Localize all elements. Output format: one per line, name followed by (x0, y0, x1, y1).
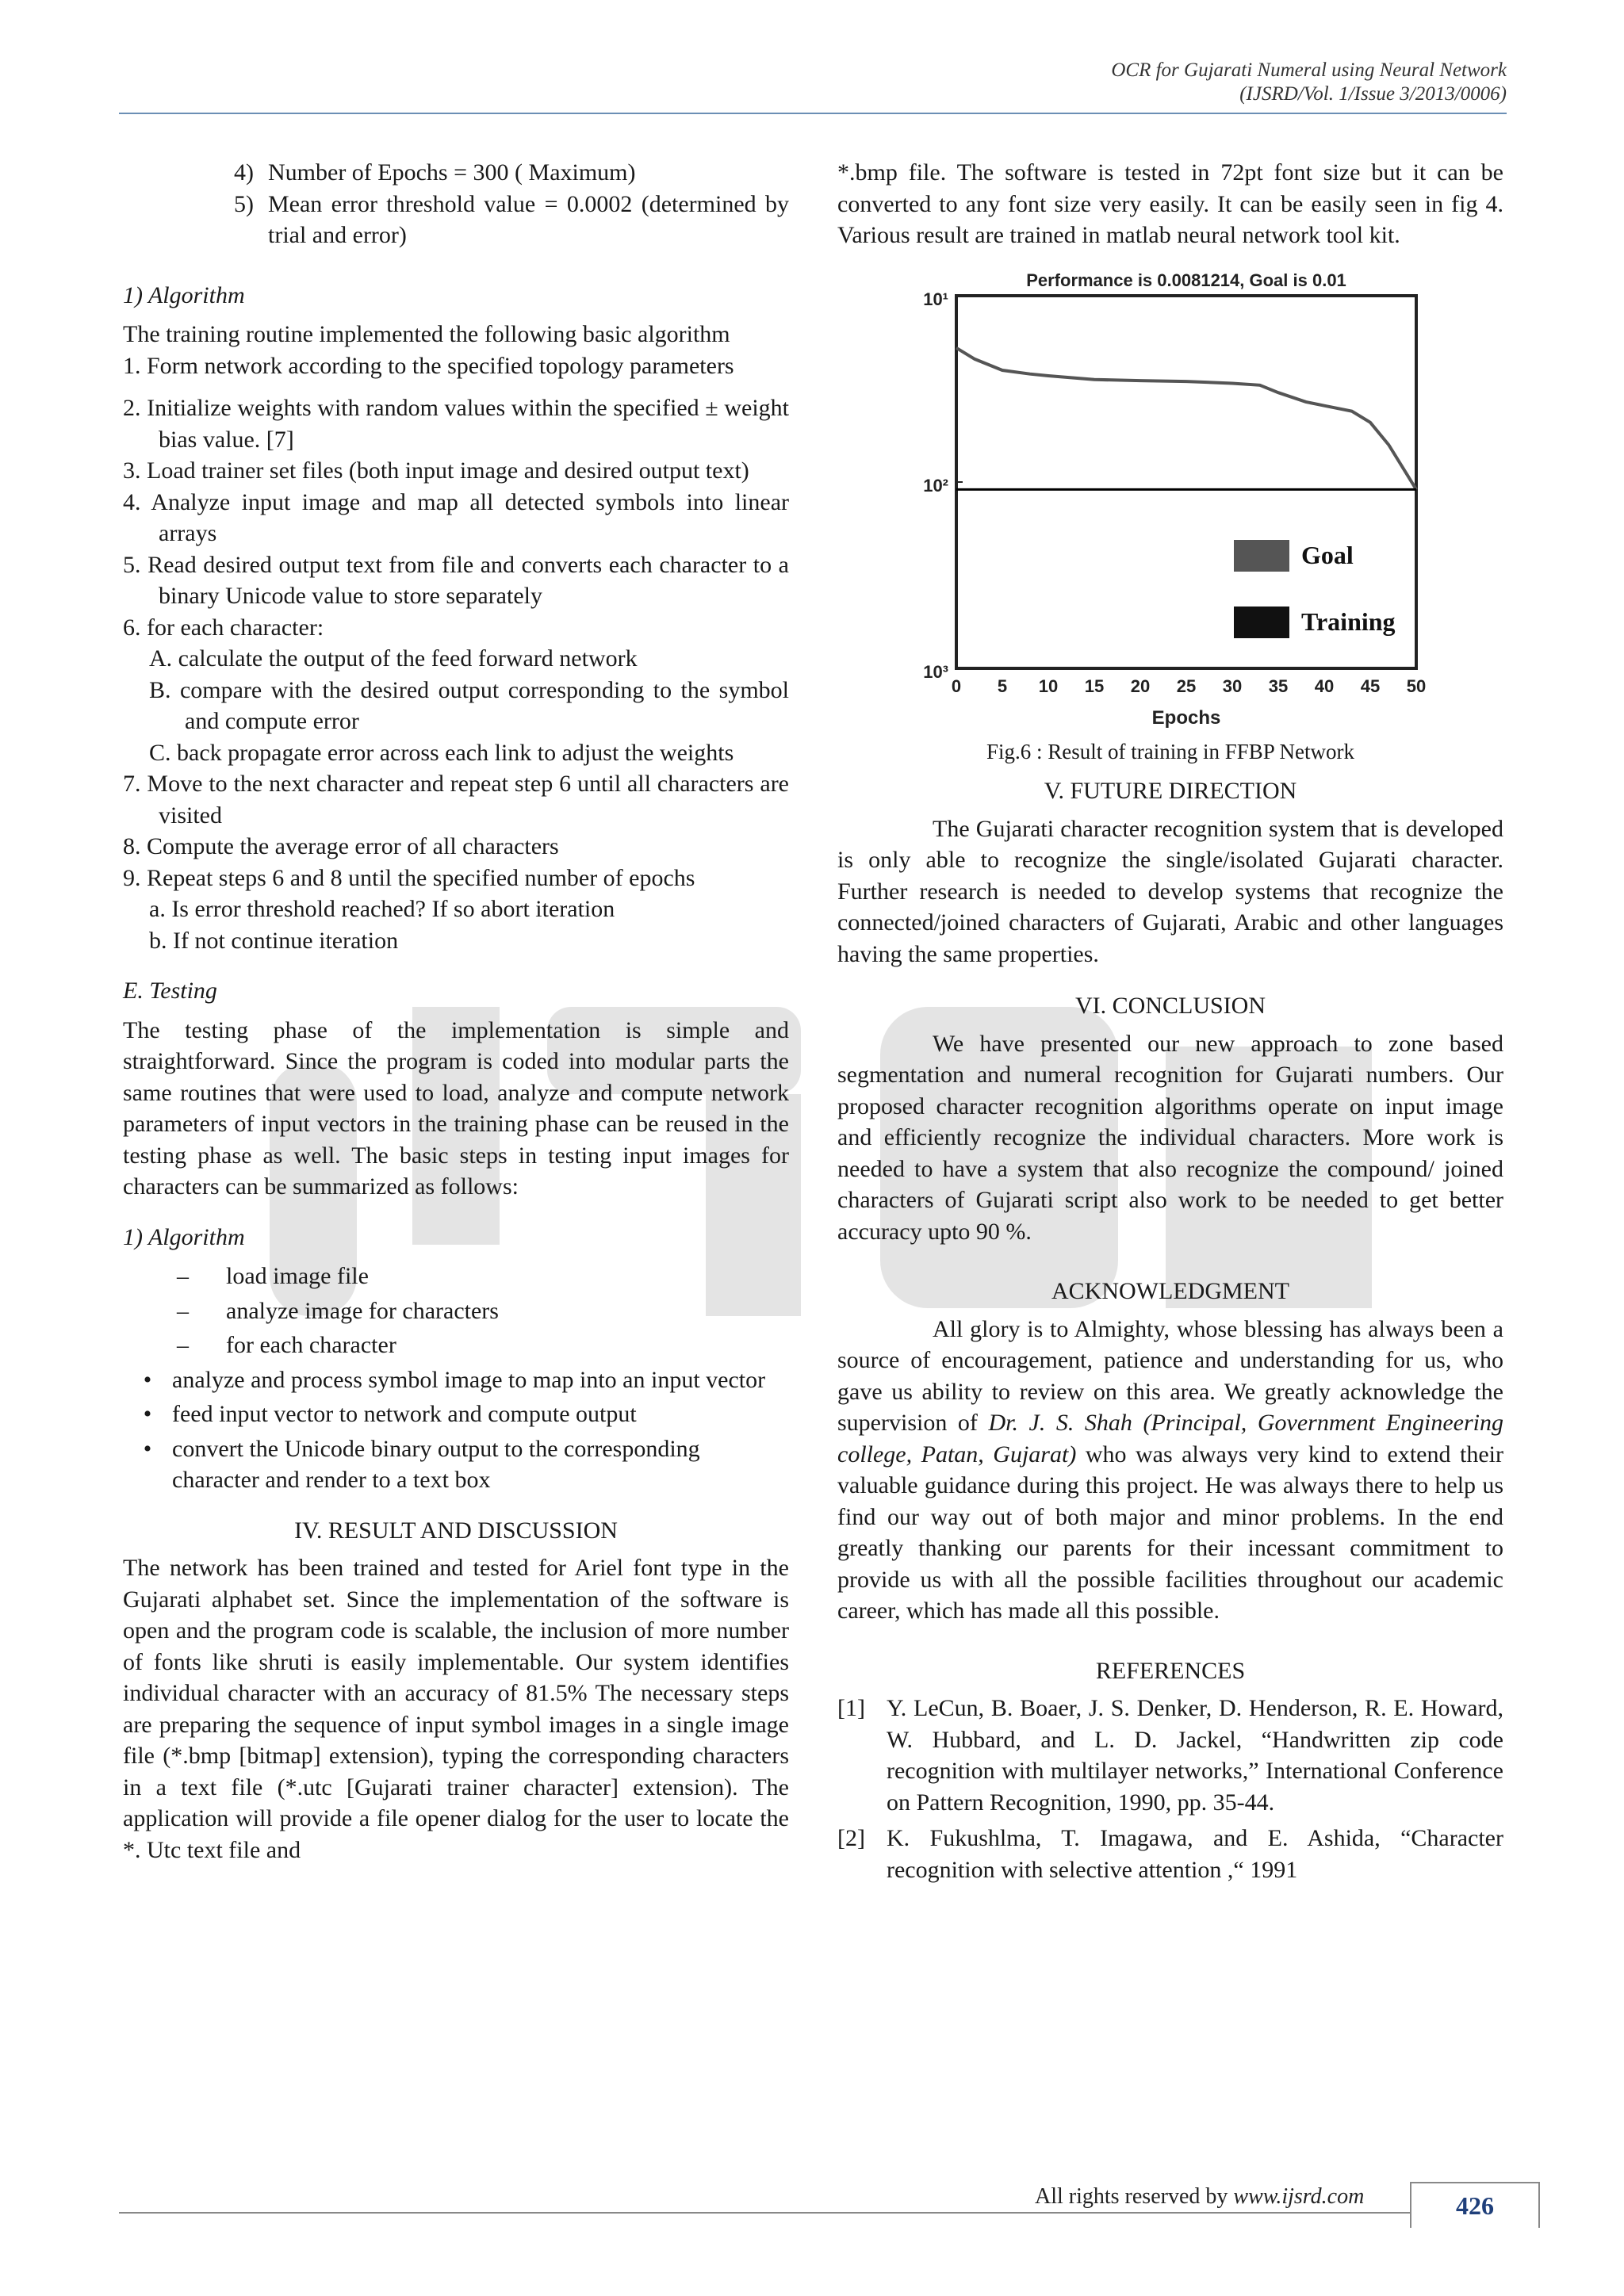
x-tick-label: 45 (1360, 675, 1381, 696)
subsection-heading: 1) Algorithm (123, 1223, 245, 1250)
performance-chart (837, 264, 1503, 732)
substep-item: b. If not continue iteration (149, 927, 399, 954)
list-item: 4) Number of Epochs = 300 ( Maximum) (234, 159, 636, 186)
subsection-heading: E. Testing (123, 978, 217, 1004)
x-tick-label: 20 (1130, 675, 1151, 696)
page-number: 426 (1410, 2182, 1540, 2228)
substep-item: B. compare with the desired output corresponding to the symbol and compute error (149, 676, 789, 734)
figure-caption: Fig.6 : Result of training in FFBP Network (986, 739, 1355, 763)
legend-goal-swatch (1234, 540, 1289, 572)
x-tick-label: 5 (997, 675, 1008, 696)
section-heading: REFERENCES (1095, 1657, 1246, 1684)
step-item: 2. Initialize weights with random values within the specified ± weight bias value. [7] (123, 395, 789, 453)
subsection-heading: 1) Algorithm (123, 281, 245, 308)
dash-item: – load image file (177, 1263, 369, 1289)
substep-item: C. back propagate error across each link to adjust the weights (149, 739, 734, 766)
section-heading: VI. CONCLUSION (1075, 993, 1266, 1019)
header-volume: (IJSRD/Vol. 1/Issue 3/2013/0006) (1239, 83, 1507, 105)
legend-training-swatch (1234, 607, 1289, 638)
running-header (1111, 59, 1507, 106)
paragraph: *.bmp file. The software is tested in 72pt font size but it can be converted to any font size very easily. It can be easily seen in fig 4. Various result are trained in matlab neural network tool kit. (837, 159, 1503, 248)
x-axis-label: Epochs (1151, 706, 1221, 729)
bullet-item: • analyze and process symbol image to map into an input vector (143, 1366, 766, 1393)
right-column (837, 157, 1503, 1885)
paragraph: We have presented our new approach to zone based segmentation and numeral recognition for Gujarati numbers. Our proposed character recognition algorithms operate on input image and efficiently recognize the individual characters. More work is needed to have a system that also recognize the compound/ joined characters of Gujarati script also work to be needed to get better accuracy upto 90 %. (837, 1030, 1503, 1245)
left-column (123, 157, 789, 1866)
y-tick-label: 10³ (923, 661, 948, 682)
paragraph: The Gujarati character recognition system that is developed is only able to recognize the single/isolated Gujarati character. Further research is needed to develop systems that recognize the connected/joined characters of Gujarati, Arabic and other languages having the same properties. (837, 815, 1503, 967)
x-tick-label: 15 (1084, 675, 1105, 696)
x-tick-label: 50 (1406, 675, 1427, 696)
step-item: 9. Repeat steps 6 and 8 until the specified number of epochs (123, 864, 695, 891)
step-item: 4. Analyze input image and map all detected symbols into linear arrays (123, 488, 789, 546)
paragraph: All glory is to Almighty, whose blessing has always been a source of encouragement, patience and understanding for us, who gave us ability to review on this area. We greatly acknowledge the supervision of Dr. J. S. Shah (Principal, Government Engineering college, Patan, Gujarat) who was always very kind to extend their valuable guidance during this project. He was always there to help us find our way out of both major and minor problems. In the end greatly thanking our parents for their incessant commitment to provide us with all the possible facilities throughout our academic career, which has made all this possible. (837, 1315, 1503, 1624)
y-tick-label: 10² (923, 475, 948, 496)
step-item: 3. Load trainer set files (both input image and desired output text) (123, 457, 749, 484)
step-item: 8. Compute the average error of all characters (123, 833, 559, 859)
x-tick-label: 40 (1314, 675, 1335, 696)
x-tick-label: 35 (1268, 675, 1289, 696)
step-item: 7. Move to the next character and repeat step 6 until all characters are visited (123, 771, 789, 828)
paragraph: The testing phase of the implementation is simple and straightforward. Since the program is coded into modular parts the same routines that were used to load, analyze and compute network parameters of input vectors in the training phase can be reused in the testing phase as well. The basic steps in testing input images for characters can be summarized as follows: (123, 1016, 789, 1200)
list-item: 5) Mean error threshold value = 0.0002 (determined by trial and error) (234, 190, 789, 248)
section-heading: ACKNOWLEDGMENT (1051, 1278, 1289, 1304)
x-tick-label: 25 (1176, 675, 1197, 696)
bullet-item: • convert the Unicode binary output to the corresponding character and render to a text box (143, 1435, 700, 1493)
chart-svg (837, 264, 1503, 732)
reference-item: [1] Y. LeCun, B. Boaer, J. S. Denker, D. Henderson, R. E. Howard, W. Hubbard, and L. D. Jackel, “Handwritten zip code recognition with multilayer networks,” International Conference on Pattern Recognition, 1990, pp. 35-44. (837, 1695, 1503, 1816)
y-tick-label: 10¹ (923, 289, 948, 309)
x-tick-label: 30 (1222, 675, 1243, 696)
chart-title: Performance is 0.0081214, Goal is 0.01 (1026, 270, 1346, 290)
paragraph: The network has been trained and tested for Ariel font type in the Gujarati alphabet set. Since the implementation of the software is open and the program code is scalable, the inclusion of more number of fonts like shruti is easily implementable. Our system identifies individual character with an accuracy of 81.5% The necessary steps are preparing the sequence of input symbol images in a single image file (*.bmp [bitmap] extension), typing the corresponding characters in a text file (*.utc [Gujarati trainer character] extension). The application will provide a file opener dialog for the user to locate the *. Utc text file and (123, 1555, 789, 1863)
legend-goal-label: Goal (1301, 540, 1354, 569)
step-item: 1. Form network according to the specified topology parameters (123, 352, 734, 379)
step-item: 6. for each character: (123, 614, 324, 641)
footer-rule (119, 2212, 1418, 2214)
x-tick-label: 0 (951, 675, 962, 696)
header-title: OCR for Gujarati Numeral using Neural Network (1111, 59, 1507, 81)
dash-item: – analyze image for characters (177, 1297, 499, 1324)
x-tick-label: 10 (1038, 675, 1059, 696)
section-heading: V. FUTURE DIRECTION (1044, 778, 1297, 804)
paragraph: The training routine implemented the following basic algorithm (123, 321, 730, 347)
substep-item: a. Is error threshold reached? If so abort iteration (149, 896, 615, 922)
footer-text: All rights reserved by www.ijsrd.com (1035, 2184, 1365, 2209)
bullet-item: • feed input vector to network and compute output (143, 1401, 637, 1427)
reference-item: [2] K. Fukushlma, T. Imagawa, and E. Ashida, “Character recognition with selective attention ,“ 1991 (837, 1825, 1503, 1883)
dash-item: – for each character (177, 1332, 396, 1358)
header-rule (119, 113, 1507, 114)
section-heading: IV. RESULT AND DISCUSSION (294, 1517, 618, 1544)
step-item: 5. Read desired output text from file and converts each character to a binary Unicode value to store separately (123, 551, 789, 609)
substep-item: A. calculate the output of the feed forward network (149, 645, 638, 672)
footer-site[interactable]: www.ijsrd.com (1233, 2184, 1365, 2209)
legend-training-label: Training (1301, 607, 1396, 636)
